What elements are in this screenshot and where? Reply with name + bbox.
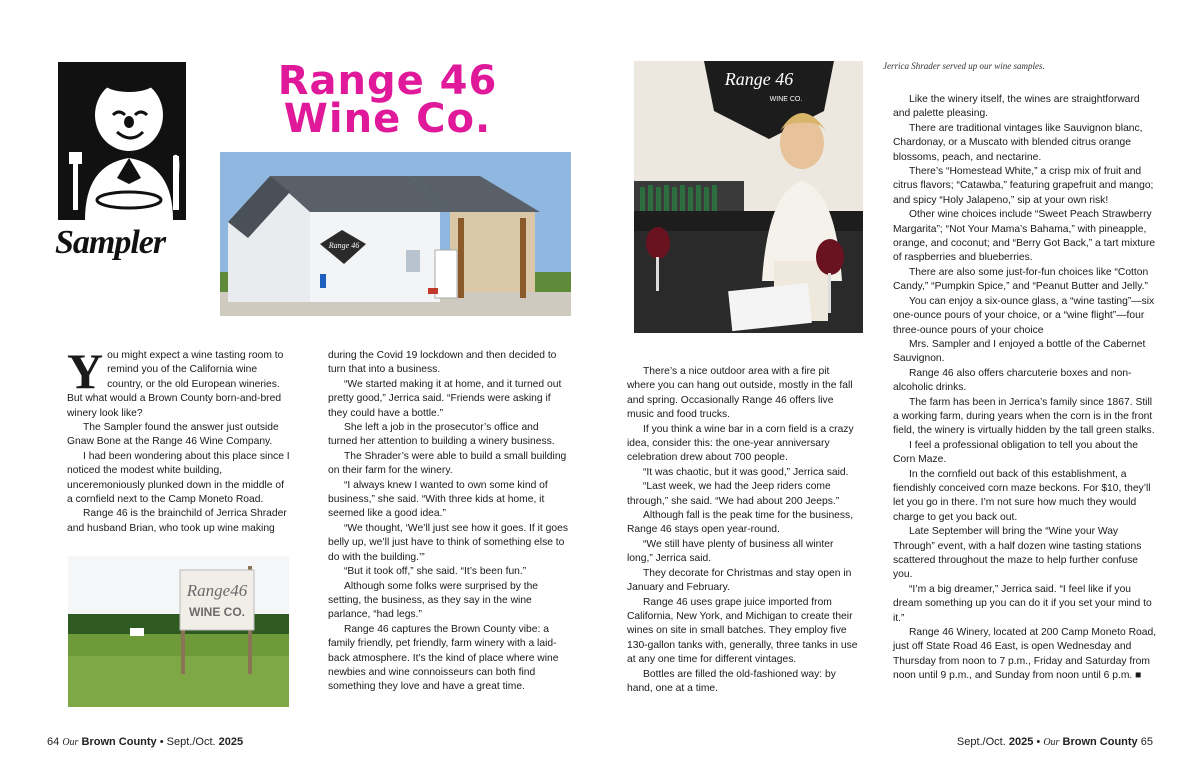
paragraph: You can enjoy a six-ounce glass, a “wine tasting”—six one-ounce pours of your choice, or a “wine flight”—four three-ounce pours of your choice [893, 295, 1155, 336]
paragraph: Other wine choices include “Sweet Peach Strawberry Margarita”; “Not Your Mama’s Bahama,” with pineapple, orange, and coconut; and “Berry Got Back,” a tart mixture of raspberries and blueberries. [893, 209, 1156, 264]
field-sign-photo [68, 556, 289, 707]
photo-caption: Jerrica Shrader served up our wine samples. [883, 61, 1045, 71]
sampler-logo [55, 60, 190, 275]
paragraph: Late September will bring the “Wine your Way Through” event, with a half dozen wine tasting stations scattered throughout the maze to help further confuse you. [893, 526, 1142, 581]
paragraph: The Sampler found the answer just outside Gnaw Bone at the Range 46 Wine Company. [67, 422, 279, 448]
paragraph: Range 46 also offers charcuterie boxes and non-alcoholic drinks. [893, 367, 1132, 394]
bar-sign-sub-text: WINE CO. [769, 96, 803, 103]
paragraph: If you think a wine bar in a corn field is a crazy idea, consider this: the one-year anniversary celebration drew about 700 people. [627, 423, 854, 464]
paragraph: during the Covid 19 lockdown and then decided to turn that into a business. [328, 350, 557, 376]
left-page-footer [47, 736, 243, 748]
paragraph: I had been wondering about this place since I noticed the modest white building, unceremoniously plunked down in the middle of a cornfield next to the Camp Moneto Road. [67, 450, 290, 506]
footer-separator: • [159, 736, 164, 748]
page-number: 65 [1140, 736, 1153, 748]
footer-separator: • [1036, 736, 1041, 748]
bar-sign-text: Range 46 [724, 69, 794, 89]
paragraph: The Shrader’s were able to build a small building on their farm for the winery. [328, 450, 567, 477]
paragraph: There are also some just-for-fun choices like “Cotton Candy,” “Pumpkin Spice,” and “Peanut Butter and Jelly.” [893, 266, 1149, 293]
paragraph: “It was chaotic, but it was good,” Jerrica said. [643, 466, 849, 478]
paragraph: Although some folks were surprised by the setting, the business, as they say in the wine parlance, “had legs.” [328, 580, 539, 621]
issue-label: Sept./Oct. [166, 736, 216, 748]
wine-bar-photo [634, 61, 863, 333]
magazine-script-our: Our [62, 737, 79, 748]
winery-building-photo [220, 152, 571, 316]
paragraph: There are traditional vintages like Sauvignon blanc, Chardonay, or a Muscato with blended citrus orange blossoms, peach, and nectarine. [893, 122, 1143, 163]
paragraph: “We thought, ‘We’ll just see how it goes. If it goes belly up, we’ll just have to think of something else to do with the building.’” [328, 522, 568, 563]
paragraph: Range 46 is the brainchild of Jerrica Shrader and husband Brian, who took up wine making [67, 508, 287, 534]
building-sign-text: Range 46 [328, 241, 360, 250]
issue-year: 2025 [1008, 736, 1034, 748]
paragraph: I feel a professional obligation to tell you about the Corn Maze. [893, 439, 1138, 466]
drop-cap: Y [67, 343, 104, 399]
article-column-1 [67, 343, 292, 536]
article-column-2 [328, 349, 570, 695]
page-number: 64 [47, 736, 60, 748]
paragraph: Like the winery itself, the wines are straightforward and palette pleasing. [893, 94, 1140, 120]
paragraph: You might expect a wine tasting room to remind you of the California wine country, or the old European wineries. But what would a Brown County born-and-bred winery look like? [67, 343, 284, 419]
magazine-brand: Brown County [1062, 736, 1138, 748]
paragraph: “We started making it at home, and it turned out pretty good,” Jerrica said. “Friends were asking if they could have a bottle.” [328, 378, 562, 419]
paragraph: Range 46 uses grape juice imported from California, New York, and Michigan to create their wines on site in small batches. They employ five 130-gallon tanks with, generally, three tanks in use at any one time for different vintages. [627, 596, 858, 666]
paragraph: “We still have plenty of business all winter long,” Jerrica said. [627, 538, 834, 565]
field-sign-bottom-text: WINE CO. [189, 605, 245, 619]
title-line-1: Range 46 [277, 58, 498, 104]
paragraph: She left a job in the prosecutor’s office and turned her attention to building a winery business. [328, 422, 555, 448]
paragraph: In the cornfield out back of this establishment, a fiendishly conceived corn maze beckons. For $10, they’ll let you go in there. I’m not sure how much they would charge to get you back out. [893, 468, 1151, 523]
issue-label: Sept./Oct. [956, 736, 1006, 748]
paragraph: There’s “Homestead White,” a crisp mix of fruit and citrus flavors; “Catawba,” featuring grapefruit and mango; and spicy “Holy Jalapeno,” sip at your own risk! [893, 166, 1154, 206]
paragraph: Range 46 captures the Brown County vibe: a family friendly, pet friendly, farm winery with a laid-back atmosphere. It’s the kind of place where wine newbies and wine connoisseurs can both find something they love and have a great time. [328, 623, 559, 693]
right-page-footer [957, 736, 1153, 748]
paragraph: “I always knew I wanted to own some kind of business,” she said. “With three kids at home, it seemed like a good idea.” [328, 479, 548, 520]
paragraph: “I’m a big dreamer,” Jerrica said. “I feel like if you dream something up you can do it if you set your mind to it.” [893, 583, 1152, 624]
article-column-4 [893, 93, 1158, 684]
field-sign-top-text: Range46 [186, 581, 248, 600]
title-line-2: Wine Co. [283, 96, 492, 142]
paragraph: They decorate for Christmas and stay open in January and February. [627, 567, 852, 594]
magazine-brand: Brown County [81, 736, 157, 748]
paragraph: “But it took off,” she said. “It’s been fun.” [344, 566, 527, 578]
paragraph: There’s a nice outdoor area with a fire pit where you can hang out outside, mostly in the fall and spring. Occasionally Range 46 offers live music and food trucks. [627, 366, 853, 421]
issue-year: 2025 [218, 736, 244, 748]
paragraph: Range 46 Winery, located at 200 Camp Moneto Road, just off State Road 46 East, is open Wednesday and Thursday from noon to 7 p.m., Friday and Saturday from noon until 9 p.m., and Sunday from noon until 6 p.m. ■ [893, 627, 1157, 682]
paragraph: Mrs. Sampler and I enjoyed a bottle of the Cabernet Sauvignon. [893, 338, 1146, 365]
sampler-wordmark: Sampler [55, 224, 166, 261]
chef-with-fork-and-knife-icon [55, 60, 190, 230]
article-title [240, 58, 535, 142]
paragraph: The farm has been in Jerrica’s family since 1867. Still a working farm, during years when the corn is in the front field, the winery is virtually hidden by the tall green stalks. [893, 396, 1155, 437]
article-column-3 [627, 365, 860, 696]
paragraph: Although fall is the peak time for the business, Range 46 stays open year-round. [627, 510, 854, 536]
magazine-script-our: Our [1043, 737, 1060, 748]
paragraph: “Last week, we had the Jeep riders come through,” she said. “We had about 200 Jeeps.” [627, 481, 840, 507]
paragraph: Bottles are filled the old-fashioned way: by hand, one at a time. [627, 668, 836, 694]
